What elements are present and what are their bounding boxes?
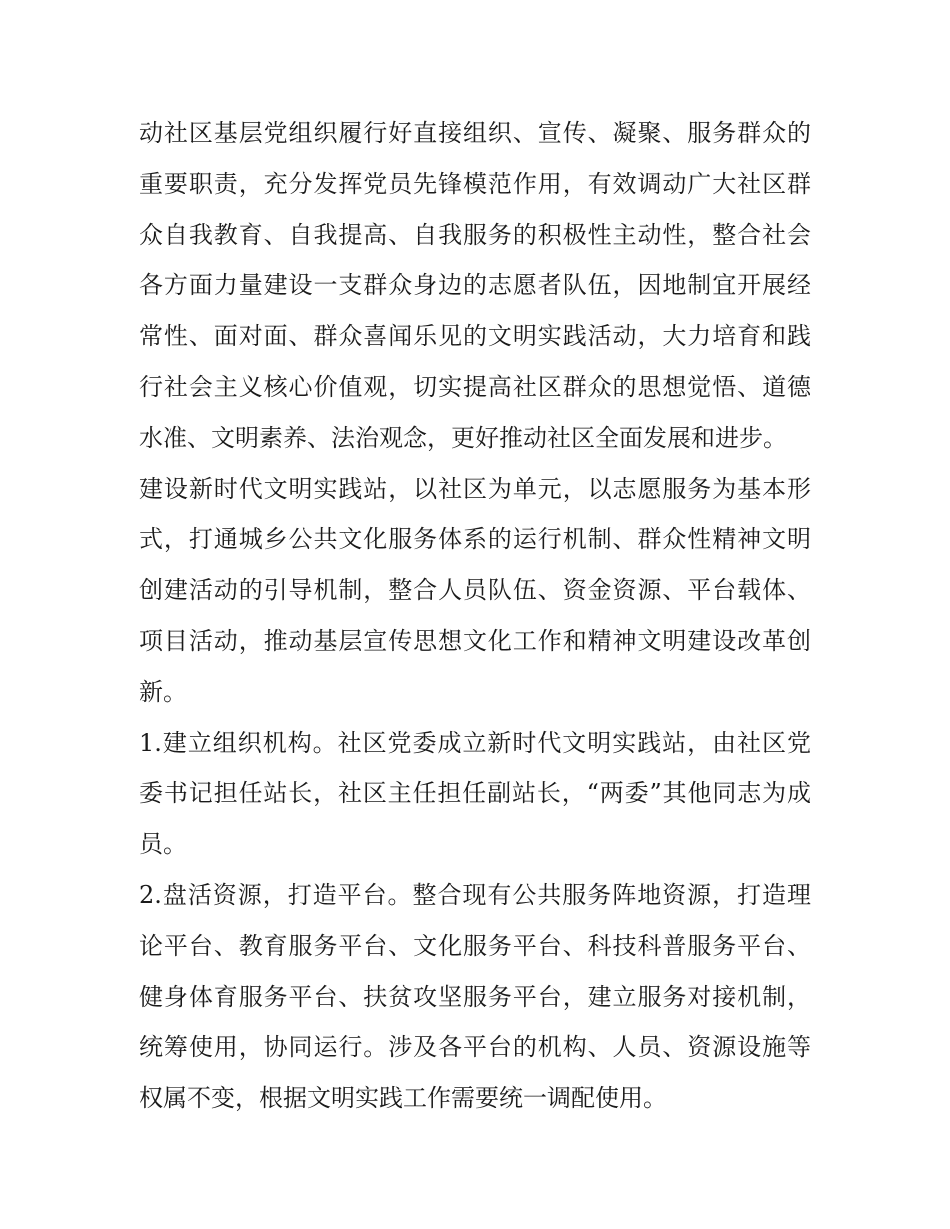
text-line: 众自我教育、自我提高、自我服务的积极性主动性，整合社会	[139, 220, 811, 249]
text-line: 健身体育服务平台、扶贫攻坚服务平台，建立服务对接机制，	[139, 982, 811, 1011]
text-line: 常性、面对面、群众喜闻乐见的文明实践活动，大力培育和践	[139, 322, 811, 351]
text-line: 论平台、教育服务平台、文化服务平台、科技科普服务平台、	[139, 931, 811, 960]
text-line: 项目活动，推动基层宣传思想文化工作和精神文明建设改革创	[139, 626, 811, 655]
text-line: 式，打通城乡公共文化服务体系的运行机制、群众性精神文明	[139, 525, 811, 554]
text-line: 动社区基层党组织履行好直接组织、宣传、凝聚、服务群众的	[139, 119, 811, 147]
text-line: 统筹使用，协同运行。涉及各平台的机构、人员、资源设施等	[139, 1033, 811, 1062]
text-line: 权属不变，根据文明实践工作需要统一调配使用。	[139, 1084, 667, 1113]
text-line: 2.盘活资源，打造平台。整合现有公共服务阵地资源，打造理	[139, 880, 811, 909]
text-line: 行社会主义核心价值观，切实提高社区群众的思想觉悟、道德	[139, 372, 811, 401]
text-line: 重要职责，充分发挥党员先锋模范作用，有效调动广大社区群	[139, 169, 811, 198]
text-line: 新。	[139, 677, 187, 706]
text-line: 水准、文明素养、法治观念，更好推动社区全面发展和进步。	[139, 423, 787, 452]
text-line: 创建活动的引导机制，整合人员队伍、资金资源、平台载体、	[139, 576, 811, 605]
text-line: 建设新时代文明实践站，以社区为单元，以志愿服务为基本形	[139, 474, 811, 503]
text-line: 各方面力量建设一支群众身边的志愿者队伍，因地制宜开展经	[139, 271, 811, 300]
text-line: 1.建立组织机构。社区党委成立新时代文明实践站，由社区党	[139, 728, 811, 757]
text-line: 员。	[139, 830, 187, 859]
body-text	[139, 108, 811, 1124]
text-line: 委书记担任站长，社区主任担任副站长，“两委”其他同志为成	[139, 779, 811, 808]
